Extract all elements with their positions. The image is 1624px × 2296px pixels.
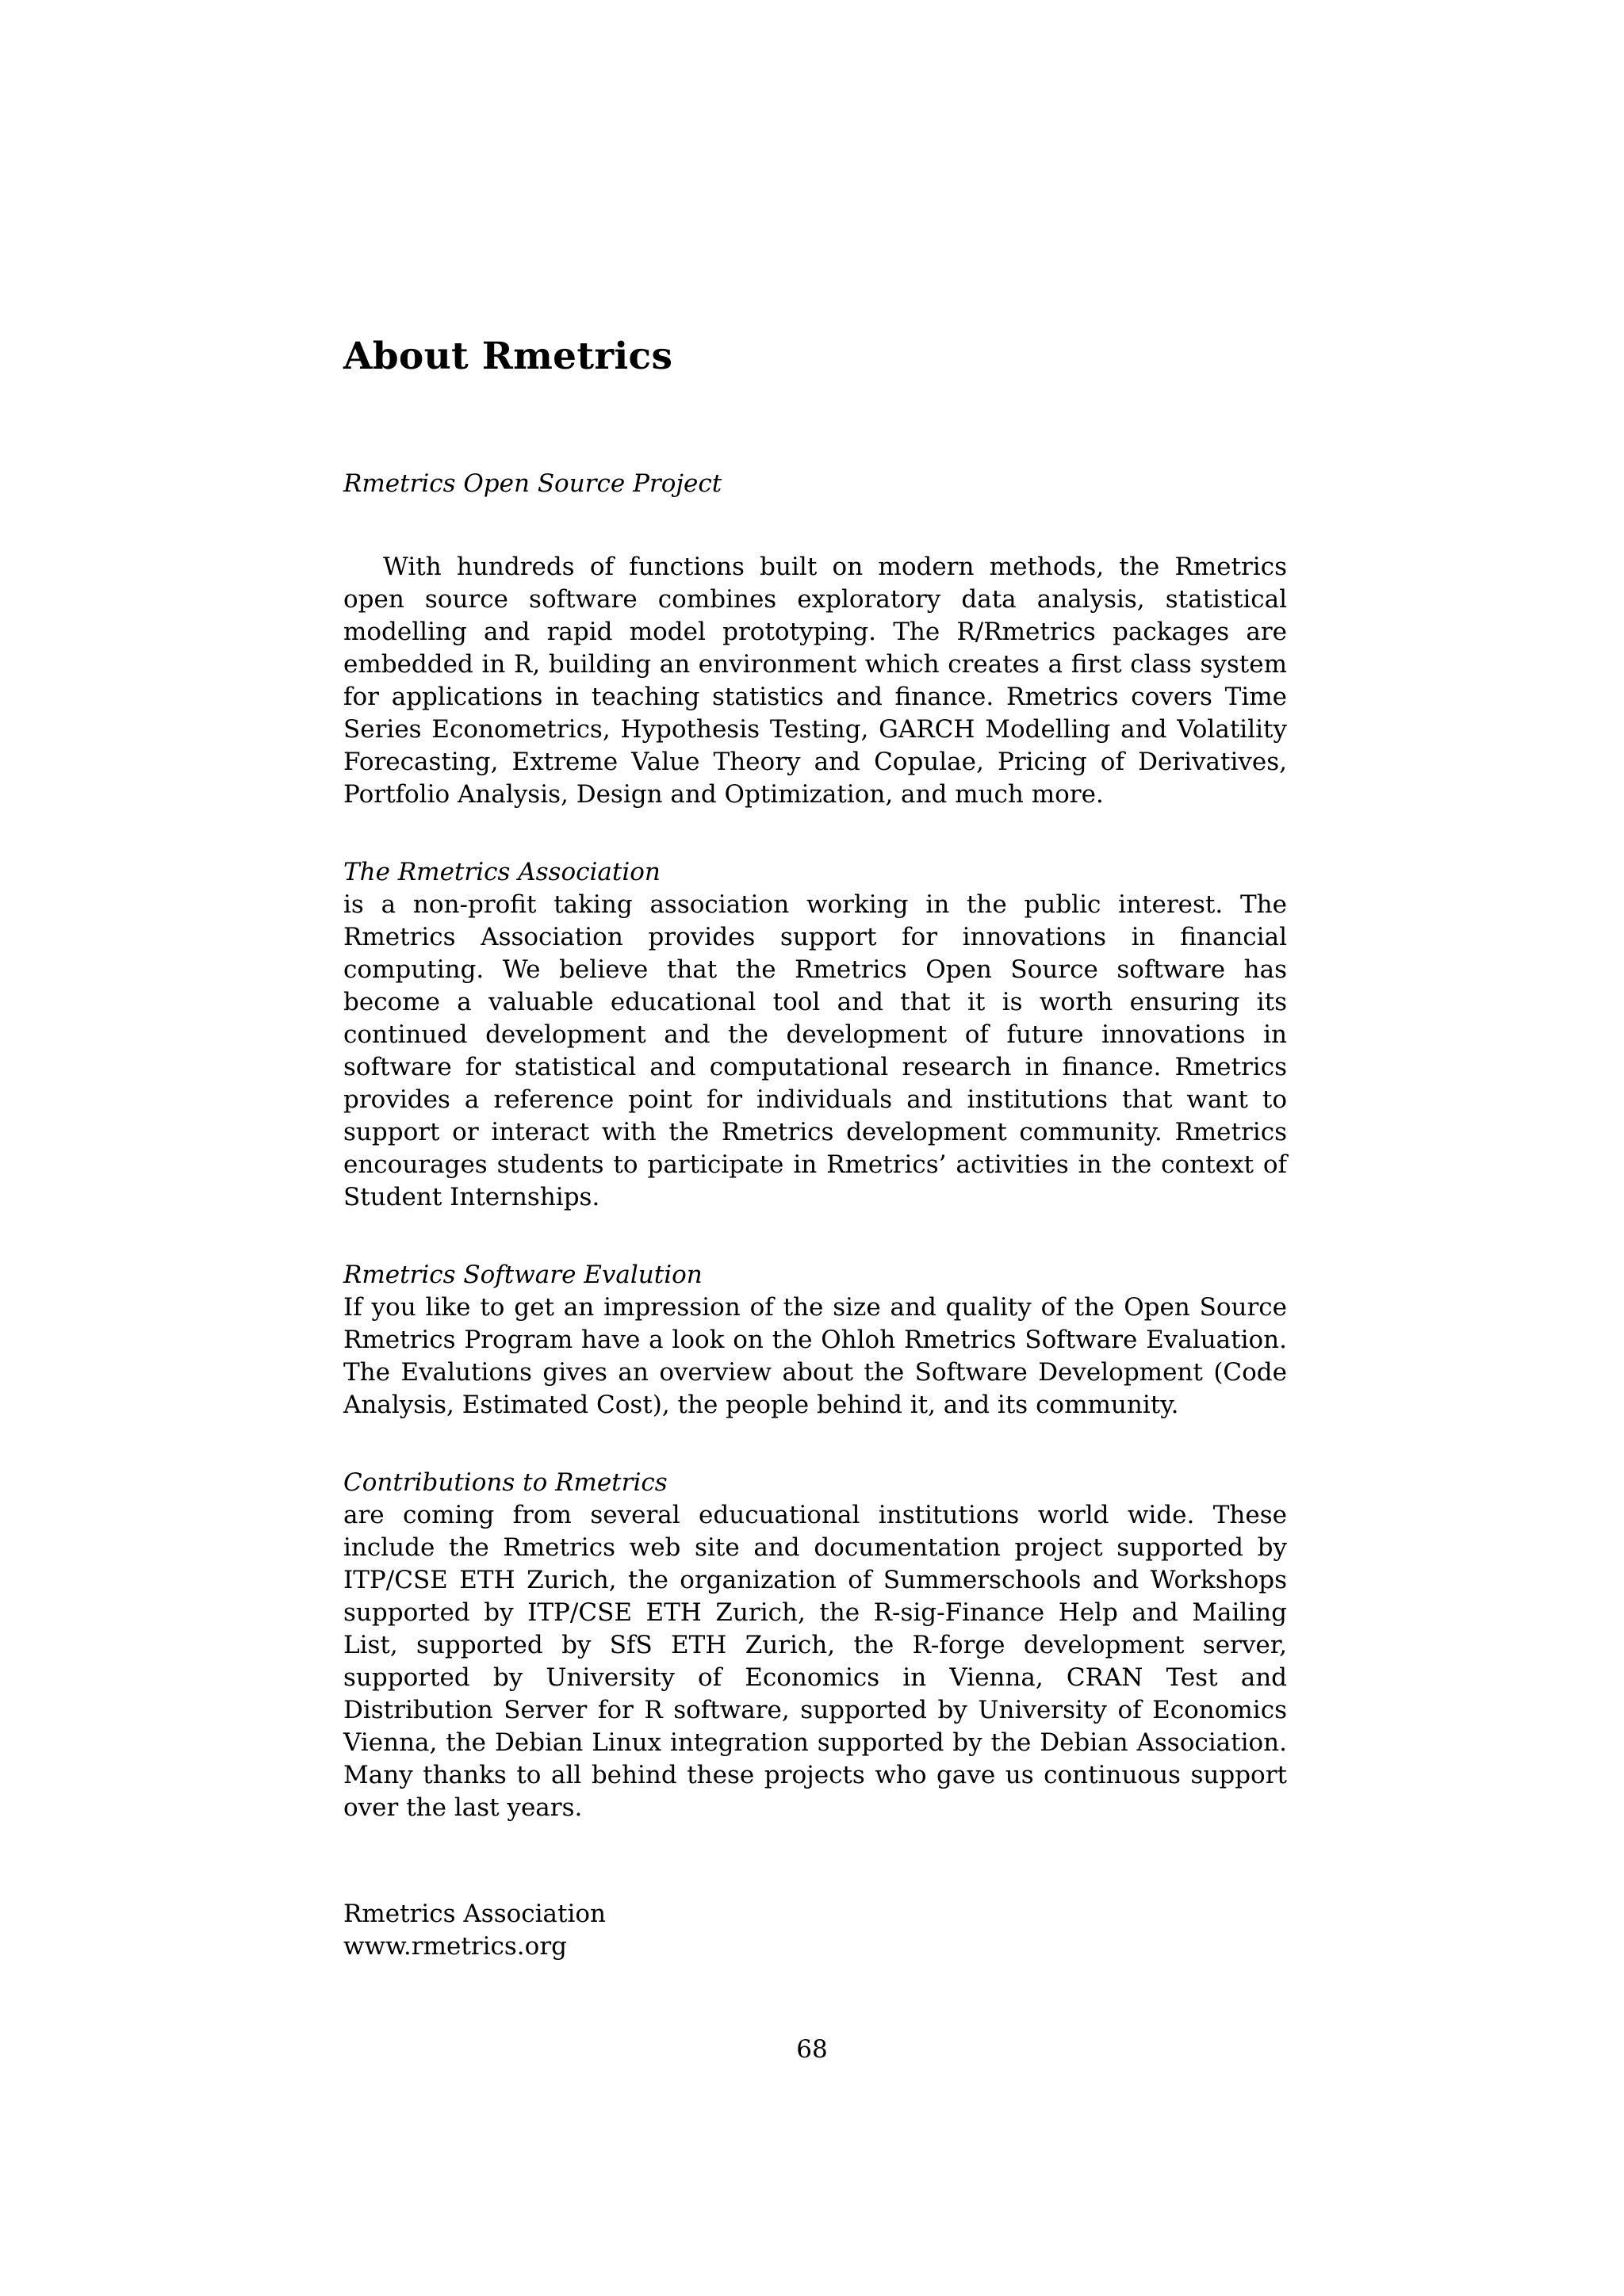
section-body: With hundreds of functions built on modern methods, the Rmetrics open source software combines exploratory data analysis, statistical modelling and rapid model prototyping. The R/Rmetrics packages are embedded in R, building an environment which creates a first class system for applications in teaching statistics and finance. Rmetrics covers Time Series Econometrics, Hypothesis Testing, GARCH Modelling and Volatility Forecasting, Extreme Value Theory and Copulae, Pricing of Derivatives, Portfolio Analysis, Design and Optimization, and much more. <box>343 553 1287 809</box>
section-contributions <box>343 1467 1287 1824</box>
section-software-evaluation <box>343 1259 1287 1422</box>
page-content <box>343 333 1287 1963</box>
page-number: 68 <box>796 2035 828 2064</box>
section-association <box>343 856 1287 1214</box>
section-heading: Rmetrics Software Evalution <box>343 1261 703 1289</box>
section-body: is a non-profit taking association working in the public interest. The Rmetrics Association provides support for innovations in financial computing. We believe that the Rmetrics Open Source software has become a valuable educational tool and that it is worth ensuring its continued development and the development of future innovations in software for statistical and computational research in finance. Rmetrics provides a reference point for individuals and institutions that want to support or interact with the Rmetrics development community. Rmetrics encourages students to participate in Rmetrics’ activities in the context of Student Internships. <box>343 890 1287 1211</box>
signature-block <box>343 1898 1287 1963</box>
website-link[interactable]: www.rmetrics.org <box>343 1932 567 1961</box>
section-body: If you like to get an impression of the size and quality of the Open Source Rmetrics Program have a look on the Ohloh Rmetrics Software Evaluation. The Evalutions gives an overview about the Software Development (Code Analysis, Estimated Cost), the people behind it, and its community. <box>343 1293 1287 1419</box>
section-open-source-project <box>343 468 1287 811</box>
chapter-title: About Rmetrics <box>343 335 673 378</box>
section-heading: The Rmetrics Association <box>343 858 661 886</box>
section-heading: Rmetrics Open Source Project <box>343 469 722 498</box>
section-heading: Contributions to Rmetrics <box>343 1468 668 1497</box>
section-body: are coming from several educuational institutions world wide. These include the Rmetrics web site and documentation project supported by ITP/CSE ETH Zurich, the organization of Summerschools and Workshops supported by ITP/CSE ETH Zurich, the R-sig-Finance Help and Mailing List, supported by SfS ETH Zurich, the R-forge development server, supported by University of Economics in Vienna, CRAN Test and Distribution Server for R software, supported by University of Economics Vienna, the Debian Linux integration supported by the Debian Association. Many thanks to all behind these projects who gave us continuous support over the last years. <box>343 1501 1287 1822</box>
organization-name: Rmetrics Association <box>343 1900 607 1928</box>
